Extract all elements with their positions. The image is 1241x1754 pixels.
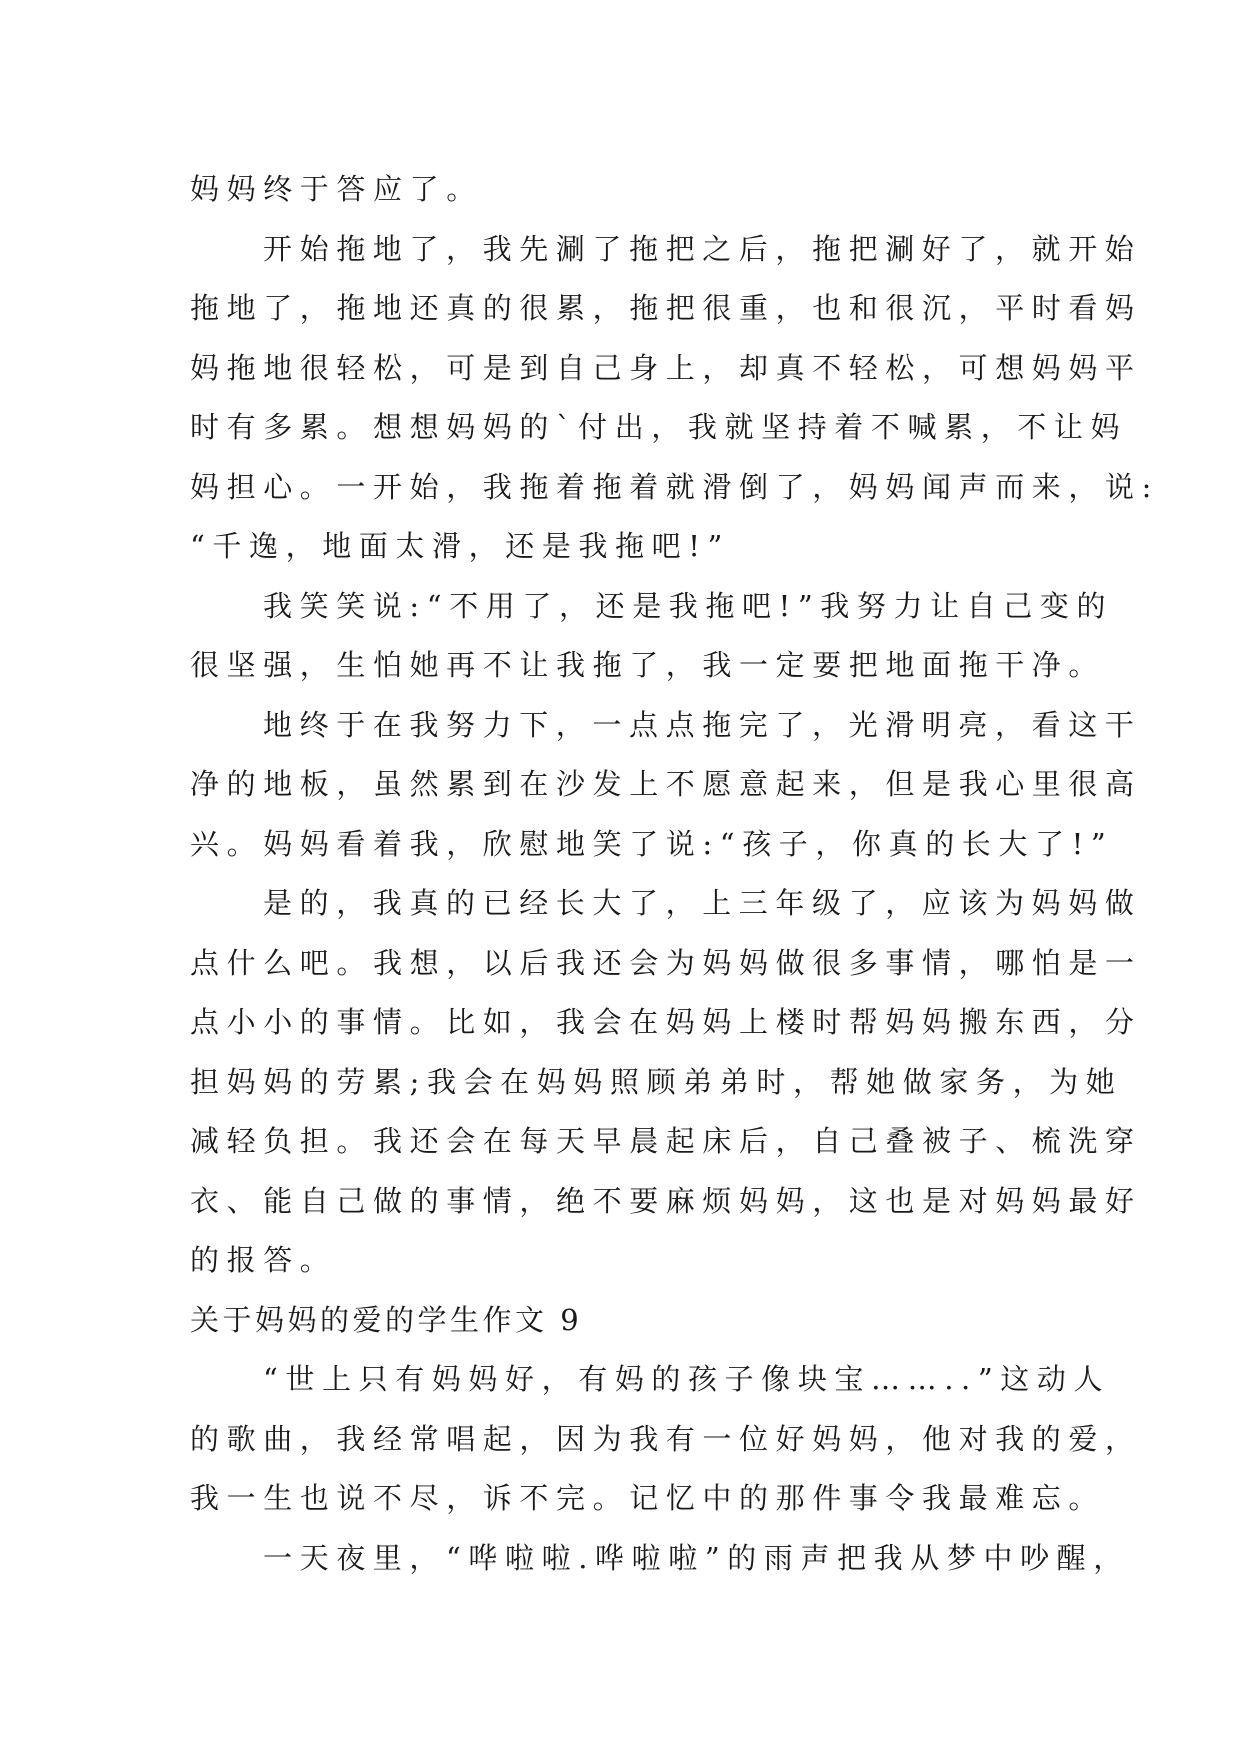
text-line: 担妈妈的劳累;我会在妈妈照顾弟弟时，帮她做家务，为她 [190, 1064, 1123, 1099]
text-line: 妈拖地很轻松，可是到自己身上，却真不轻松，可想妈妈平 [190, 350, 1142, 385]
text-line: 很坚强，生怕她再不让我拖了，我一定要把地面拖干净。 [190, 648, 1106, 682]
text-line: 开始拖地了，我先涮了拖把之后，拖把涮好了，就开始 [263, 231, 1142, 266]
text-line: 点小小的事情。比如，我会在妈妈上楼时帮妈妈搬东西，分 [190, 1005, 1142, 1039]
text-line: 一天夜里，“哗啦啦.哗啦啦”的雨声把我从梦中吵醒， [263, 1540, 1130, 1575]
text-line: 减轻负担。我还会在每天早晨起床后，自己叠被子、梳洗穿 [190, 1124, 1142, 1158]
text-line: 妈妈终于答应了。 [190, 172, 483, 206]
text-line: 点什么吧。我想，以后我还会为妈妈做很多事情，哪怕是一 [190, 945, 1142, 980]
text-line: 衣、能自己做的事情，绝不要麻烦妈妈，这也是对妈妈最好 [190, 1183, 1142, 1218]
text-line: 拖地了，拖地还真的很累，拖把很重，也和很沉，平时看妈 [190, 291, 1142, 325]
text-line: “千逸，地面太滑，还是我拖吧!” [190, 529, 730, 563]
text-line: 妈担心。一开始，我拖着拖着就滑倒了，妈妈闻声而来，说: [190, 469, 1159, 504]
text-line: 我笑笑说:“不用了，还是我拖吧!”我努力让自己变的 [263, 588, 1114, 623]
text-line: 是的，我真的已经长大了，上三年级了，应该为妈妈做 [263, 886, 1142, 920]
text-line: 的歌曲，我经常唱起，因为我有一位好妈妈，他对我的爱， [190, 1421, 1142, 1456]
document-body [190, 160, 1159, 1588]
text-line: 兴。妈妈看着我，欣慰地笑了说:“孩子，你真的长大了!” [190, 826, 1114, 861]
text-line: “世上只有妈妈好，有妈的孩子像块宝……..”这动人 [263, 1362, 1111, 1396]
text-line: 净的地板，虽然累到在沙发上不愿意起来，但是我心里很高 [190, 767, 1142, 801]
text-line: 地终于在我努力下，一点点拖完了，光滑明亮，看这干 [263, 707, 1142, 742]
text-line: 时有多累。想想妈妈的`付出，我就坚持着不喊累，不让妈 [190, 410, 1128, 444]
text-line: 的报答。 [190, 1243, 337, 1277]
text-line: 我一生也说不尽，诉不完。记忆中的那件事令我最难忘。 [190, 1481, 1106, 1515]
section-heading: 关于妈妈的爱的学生作文 9 [190, 1302, 583, 1337]
